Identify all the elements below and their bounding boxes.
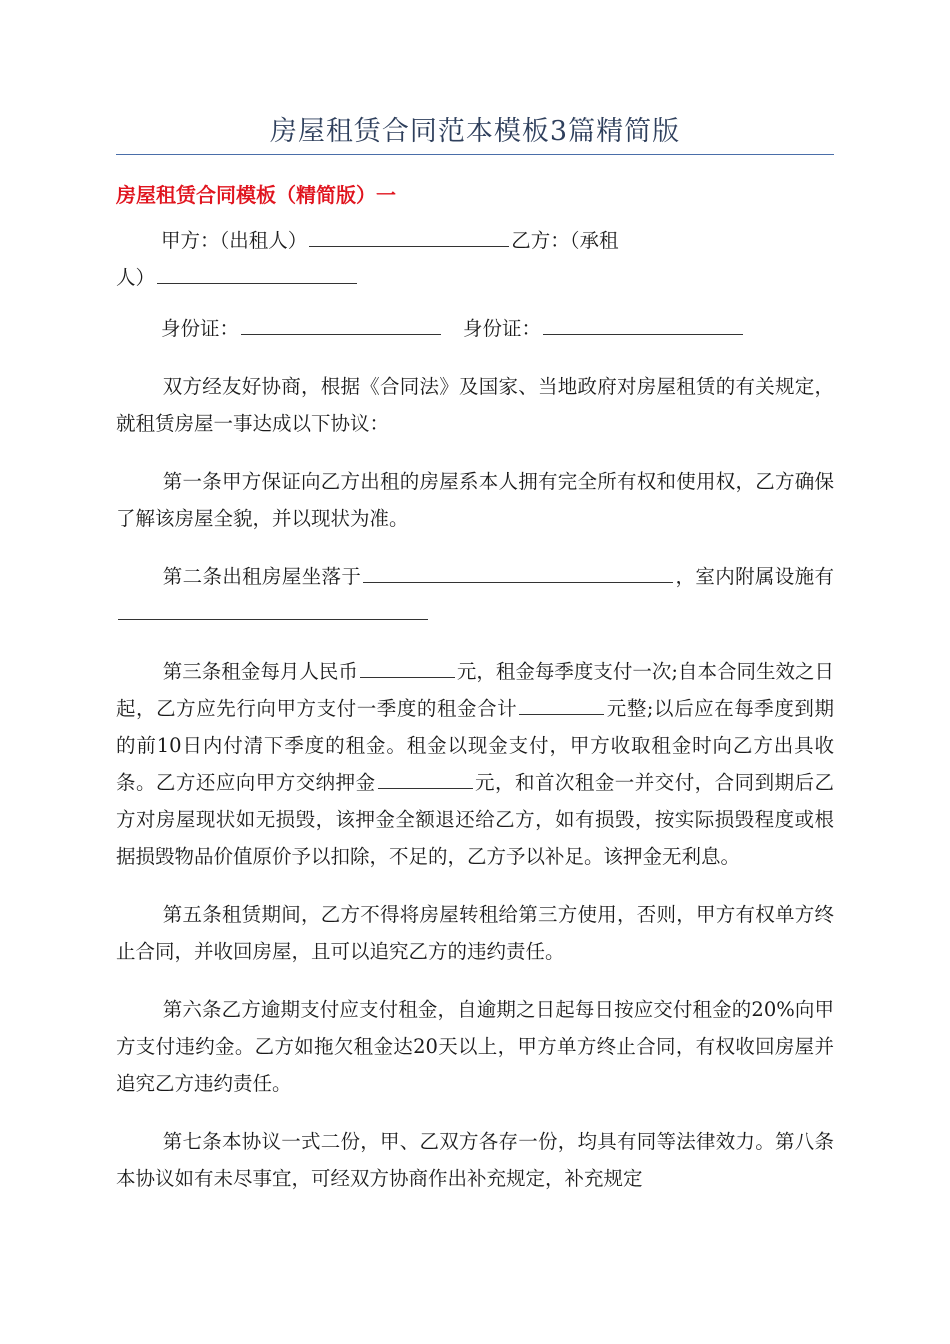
id-b-blank[interactable] — [543, 312, 743, 335]
id-a-blank[interactable] — [241, 312, 441, 335]
article-3-text-a: 第三条租金每月人民币 — [162, 660, 358, 683]
paragraph-article-2 — [116, 558, 834, 632]
article-3-text-c: 元整;以后应在每季度到期的前10日内付清下季度的租金。租金以现金支付，甲方收取租金时向乙方出具收条。乙方还应向甲方交纳押金 — [116, 697, 834, 794]
party-a-blank[interactable] — [309, 224, 509, 247]
title-divider — [116, 154, 834, 155]
paragraph-article-5: 第五条租赁期间，乙方不得将房屋转租给第三方使用，否则，甲方有权单方终止合同，并收回房屋，且可以追究乙方的违约责任。 — [116, 903, 834, 963]
article-2-text-b: ，室内附属设 — [675, 565, 795, 588]
document-title: 房屋租赁合同范本模板3篇精简版 — [269, 116, 681, 147]
party-row-cont — [116, 259, 834, 296]
section-heading: 房屋租赁合同模板（精简版）一 — [116, 183, 396, 207]
article-2-text-c: 施有 — [794, 565, 834, 588]
id-line — [116, 310, 834, 347]
party-row — [116, 222, 834, 259]
party-b-label: 乙方：（承租 — [511, 229, 619, 252]
document-body — [116, 222, 834, 1218]
article-3-text-b: 元，租金每季度支付一次;自本合同生效之日起，乙方应先行向甲方支付一季度的租金合计 — [116, 660, 834, 720]
article-2-text-a: 第二条出租房屋坐落于 — [162, 565, 362, 588]
party-line — [116, 222, 834, 296]
facilities-blank[interactable] — [118, 597, 428, 620]
monthly-rent-blank[interactable] — [360, 655, 455, 678]
paragraph-article-1: 第一条甲方保证向乙方出租的房屋系本人拥有完全所有权和使用权，乙方确保了解该房屋全貌，并以现状为准。 — [116, 470, 834, 530]
paragraph-intro: 双方经友好协商，根据《合同法》及国家、当地政府对房屋租赁的有关规定，就租赁房屋一事达成以下协议： — [116, 375, 834, 435]
id-label-b: 身份证： — [463, 317, 542, 340]
quarter-rent-blank[interactable] — [519, 692, 604, 715]
party-b-label-cont: 人） — [116, 266, 156, 289]
paragraph-article-7: 第七条本协议一式二份，甲、乙双方各存一份，均具有同等法律效力。第八条本协议如有未尽事宜，可经双方协商作出补充规定，补充规定 — [116, 1130, 834, 1190]
id-label-a: 身份证： — [161, 317, 240, 340]
party-b-blank[interactable] — [157, 261, 357, 284]
paragraph-article-3 — [116, 653, 834, 875]
article-3-text-d: 元，和首次租金一并交付，合同到期后乙方对房屋现状如无损毁，该押金全额退还给乙方，如有损毁，按实际损毁程度或根据损毁物品价值原价予以扣除，不足的，乙方予以补足。该押金无利息。 — [116, 771, 834, 868]
paragraph-article-6: 第六条乙方逾期支付应支付租金，自逾期之日起每日按应交付租金的20%向甲方支付违约金。乙方如拖欠租金达20天以上，甲方单方终止合同，有权收回房屋并追究乙方违约责任。 — [116, 998, 834, 1095]
deposit-blank[interactable] — [378, 766, 473, 789]
party-a-label: 甲方：（出租人） — [161, 229, 308, 252]
address-blank[interactable] — [363, 560, 673, 583]
